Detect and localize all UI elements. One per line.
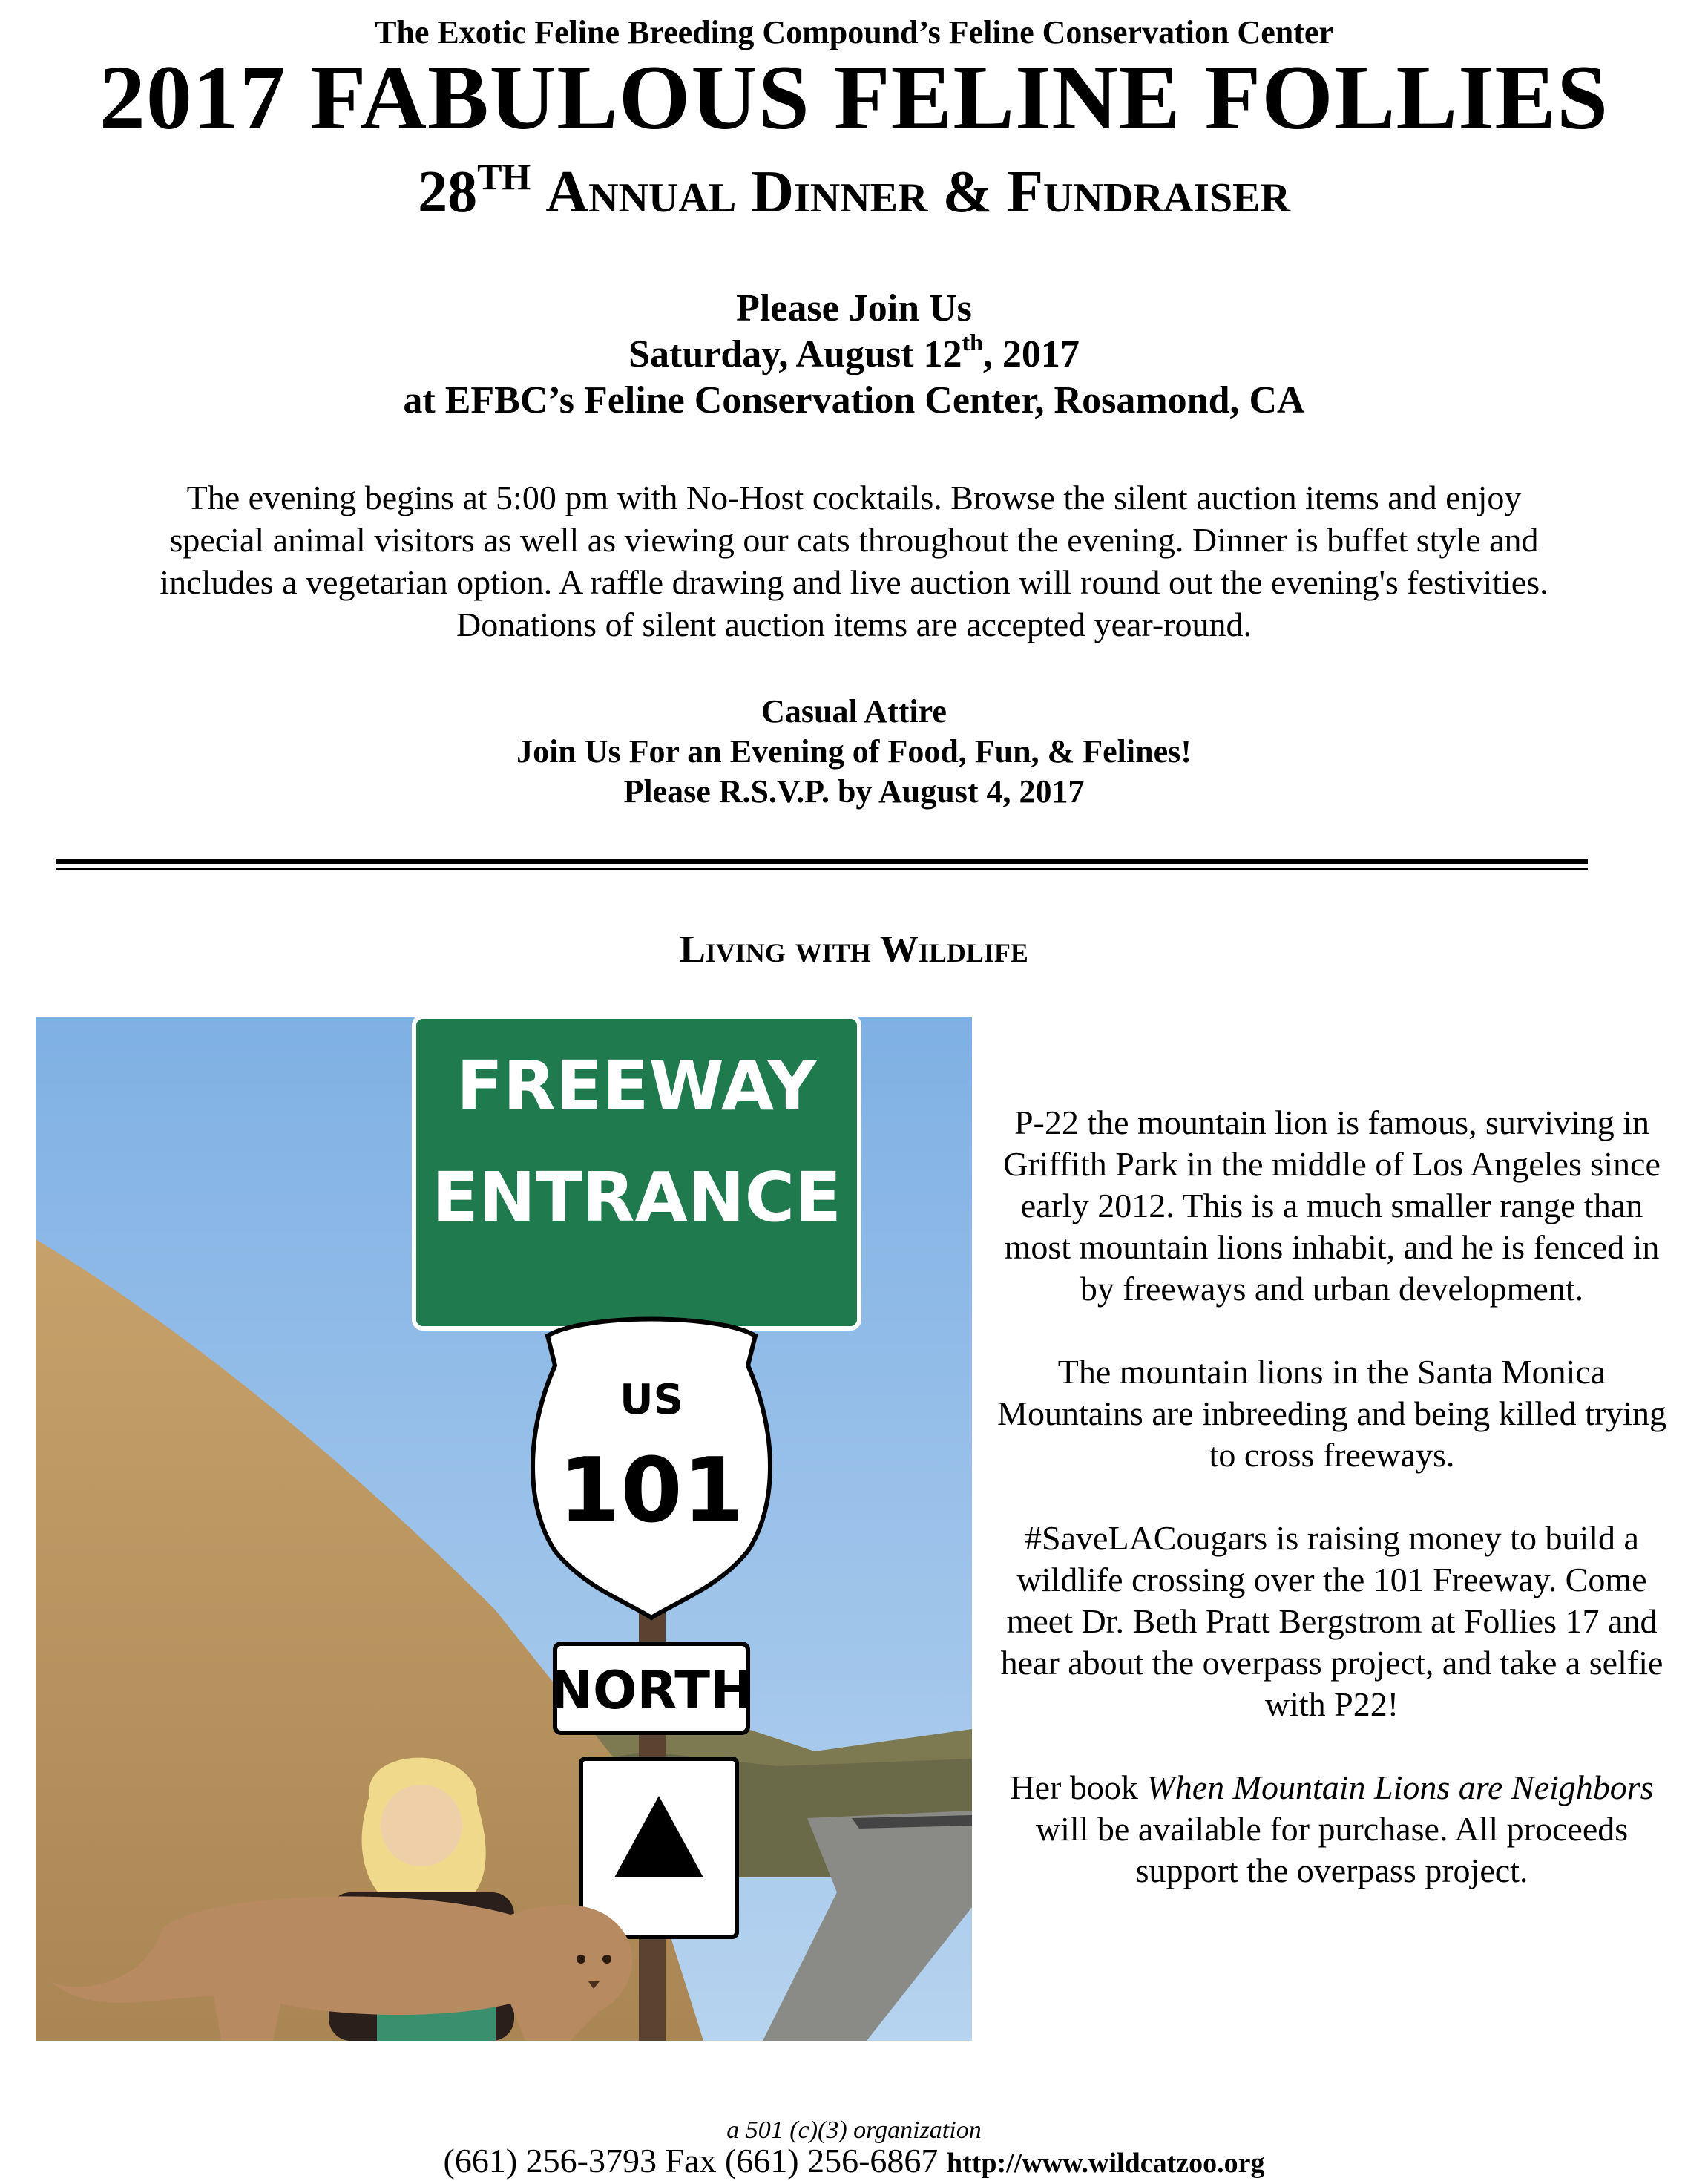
book-outro: will be available for purchase. All proceeds support the overpass project.	[1035, 1810, 1629, 1889]
event-title: 2017 FABULOUS FELINE FOLLIES	[99, 47, 1609, 148]
article-text	[991, 1102, 1673, 1933]
section-title: Living with Wildlife	[680, 928, 1028, 971]
date-ordinal: th	[962, 329, 983, 355]
description-line: Donations of silent auction items are accepted year-round.	[456, 606, 1252, 643]
join-line: Please Join Us	[736, 287, 972, 329]
description-line: special animal visitors as well as viewing our cats throughout the evening. Dinner is buffet style and	[169, 521, 1539, 559]
rsvp-line: Please R.S.V.P. by August 4, 2017	[623, 773, 1085, 810]
description-line: includes a vegetarian option. A raffle drawing and live auction will round out the evening's festivities.	[160, 563, 1548, 601]
photo-illustration	[36, 1017, 972, 2041]
book-title: When Mountain Lions are Neighbors	[1146, 1768, 1654, 1806]
sign-route-text: 101	[558, 1440, 745, 1543]
website-link[interactable]: http://www.wildcatzoo.org	[946, 2148, 1265, 2179]
contact-line	[0, 2141, 1708, 2180]
description-line: The evening begins at 5:00 pm with No-Host cocktails. Browse the silent auction items and enjoy	[186, 479, 1522, 516]
article-paragraph	[991, 1767, 1673, 1892]
divider-thin	[56, 868, 1588, 870]
subtitle-text: Annual Dinner & Fundraiser	[545, 160, 1290, 225]
sign-freeway-text: FREEWAY	[456, 1046, 817, 1126]
subtitle-ordinal: TH	[477, 156, 531, 197]
event-subtitle	[0, 156, 1708, 225]
book-intro: Her book	[1010, 1768, 1147, 1806]
event-date	[0, 329, 1708, 378]
date-text: Saturday, August 12	[628, 333, 962, 375]
subtitle-number: 28	[418, 160, 478, 225]
sign-us-text: US	[620, 1376, 683, 1424]
event-location: at EFBC’s Feline Conservation Center, Rosamond, CA	[403, 379, 1305, 422]
invitation-block	[0, 286, 1708, 424]
photo-mountain-lion-freeway	[36, 1017, 972, 2041]
article-paragraph: P-22 the mountain lion is famous, surviving in Griffith Park in the middle of Los Angeles since early 2012. This is a much smaller range than most mountain lions inhabit, and he is fenced in by freeways and urban development.	[1003, 1103, 1661, 1308]
sign-entrance-text: ENTRANCE	[432, 1158, 841, 1237]
phone-fax: (661) 256-3793 Fax (661) 256-6867	[443, 2142, 947, 2180]
sign-north-text: NORTH	[549, 1660, 754, 1721]
event-description	[0, 476, 1708, 646]
event-details	[0, 692, 1708, 812]
article-paragraph: #SaveLACougars is raising money to build a wildlife crossing over the 101 Freeway. Come meet Dr. Beth Pratt Bergstrom at Follies 17 and hear about the overpass project, and take a selfie with P22!	[1000, 1519, 1663, 1723]
date-year: , 2017	[982, 333, 1080, 375]
divider-thick	[56, 859, 1588, 864]
nonprofit-note: a 501 (c)(3) organization	[726, 2116, 982, 2144]
attire-line: Casual Attire	[761, 693, 947, 729]
organization-name: The Exotic Feline Breeding Compound’s Feline Conservation Center	[375, 14, 1333, 50]
article-paragraph: The mountain lions in the Santa Monica Mountains are inbreeding and being killed trying to cross freeways.	[997, 1353, 1666, 1474]
tagline: Join Us For an Evening of Food, Fun, & Felines!	[516, 733, 1192, 770]
